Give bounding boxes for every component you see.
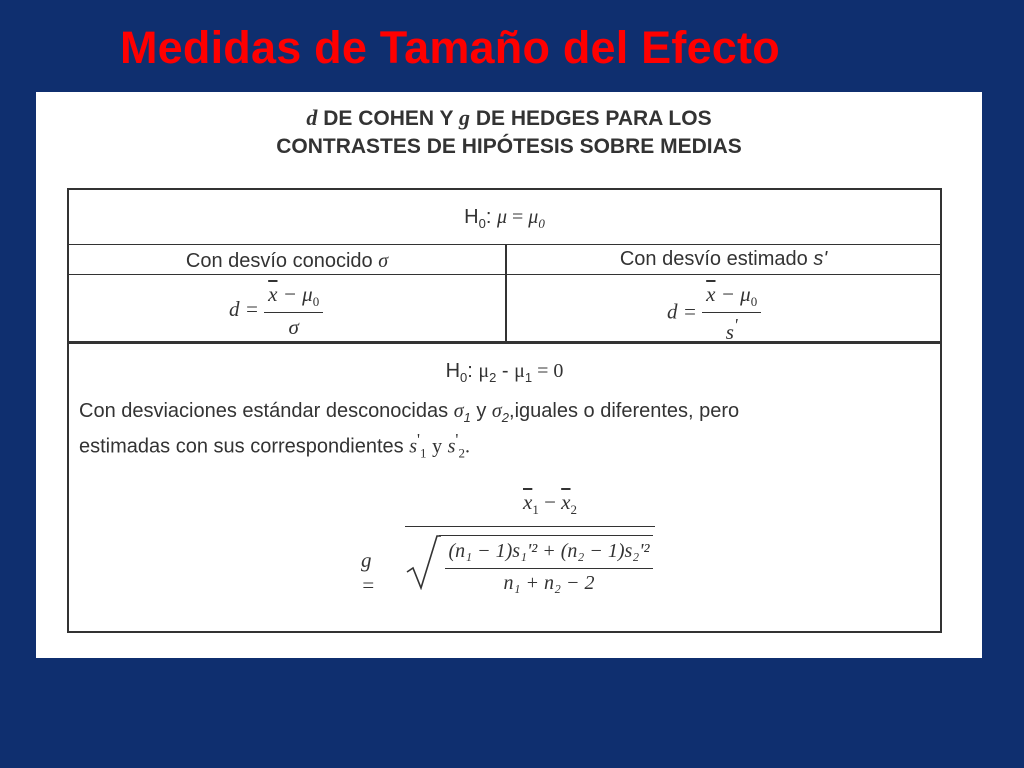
h0-bottom: $H_0$: $\mu_2 - \mu_1 = 0$ <box>445 360 564 385</box>
heading-line-2: CONTRASTES DE HIPÓTESIS SOBRE MEDIAS <box>276 135 742 158</box>
cohen-d-estimated-formula: d = $\frac{\overline{x} - \mu_0}{s'}$ <box>667 282 761 345</box>
divider <box>69 274 940 275</box>
section-divider <box>69 341 940 344</box>
slide-title: Medidas de Tamaño del Efecto <box>120 22 780 73</box>
hedges-pooled-denominator: n₁ + n₂ − 2 <box>503 572 595 594</box>
heading-symbol-g: g <box>459 105 471 130</box>
header-estimated-s: Con desvío estimado s' <box>619 248 828 270</box>
hedges-numerator: $\overline{x}_1 - \overline{x}_2$ <box>523 490 577 518</box>
content-panel <box>36 92 982 658</box>
hedges-pooled-numerator: (n₁ − 1)s₁'² + (n₂ − 1)s₂'² <box>448 540 650 562</box>
cohen-d-known-formula: d = $\frac{\overline{x} - \mu_0}{\sigma}$ <box>229 282 323 340</box>
description-line-1: Con desviaciones estándar desconocidas $\sigma_1$ y $\sigma_2,iguales$ o diferentes, pero <box>79 400 740 425</box>
sqrt-sign <box>405 532 441 590</box>
description-line-2: estimadas con sus correspondientes $s'_1$ y $s'_2$. <box>79 430 470 461</box>
heading-text-b: DE HEDGES PARA LOS <box>475 107 712 130</box>
heading-text-a: DE COHEN Y <box>323 107 454 130</box>
h0-top: $H_0$: $\mu = \mu_0$ <box>464 206 545 231</box>
header-known-sigma: Con desvío conocido σ <box>185 250 389 272</box>
heading-symbol-d: d <box>306 105 318 130</box>
panel-heading <box>36 104 982 161</box>
heading-line-1 <box>36 104 982 133</box>
formula-table: $H_0$: $\mu = \mu_0$ Con desvío conocido σ Con desvío estimado s' d = $\frac{\overline{x} - \mu_0}{\sigma}$ d = $\frac{\overline{x} - \mu_0}{s'}$ $H_0$: $\mu_2 - \mu_1 = 0$ Con desviaciones estándar desconocidas $\sigma_1$ y $\sigma_2,iguales$ o diferentes, pero estimadas con sus correspondientes $s'_1$ y $s'_2$. g = $\overline{x}_1 - \overline{x}_2$ (n₁ − 1)s₁'² + (n₂ − 1)s₂'² n₁ + n₂ − 2 <box>67 188 942 633</box>
